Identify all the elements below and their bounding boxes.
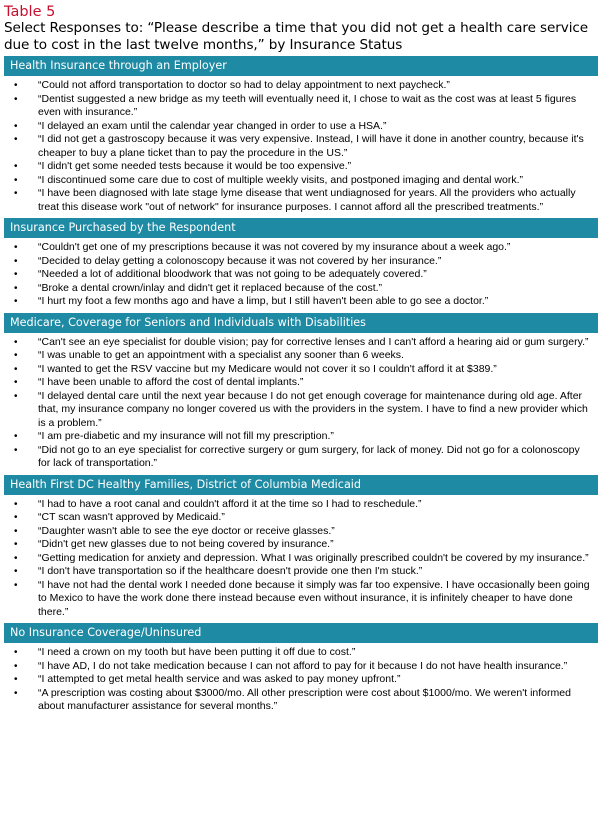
- bullet-icon: •: [14, 282, 18, 294]
- bullet-icon: •: [14, 363, 18, 375]
- response-text: “Broke a dental crown/inlay and didn't get it replaced because of the cost.”: [38, 281, 383, 294]
- response-item: [4, 646, 598, 660]
- insurance-section: [4, 55, 598, 217]
- response-item: [4, 579, 598, 620]
- response-text: “Daughter wasn't able to see the eye doctor or receive glasses.”: [38, 524, 335, 537]
- response-item: [4, 133, 598, 160]
- response-item: [4, 390, 598, 431]
- response-text: “Needed a lot of additional bloodwork that was not going to be adequately covered.”: [38, 268, 427, 280]
- response-item: [4, 174, 598, 188]
- insurance-section: [4, 312, 598, 474]
- table-label: Table 5: [4, 4, 56, 20]
- bullet-icon: •: [14, 93, 18, 105]
- response-text: “Didn't get new glasses due to not being covered by insurance.”: [38, 538, 334, 550]
- response-text: “I hurt my foot a few months ago and have a limp, but I still haven't been able to go see a doctor.”: [38, 295, 489, 307]
- response-text: “A prescription was costing about $3000/mo. All other prescription were cost about $1000/mo. We weren't informed about manufacturer assistance for several months.”: [38, 686, 571, 712]
- bullet-icon: •: [14, 647, 18, 658]
- response-item: [4, 552, 598, 566]
- section-header: Medicare, Coverage for Seniors and Individuals with Disabilities: [4, 313, 598, 333]
- document-page: [4, 4, 598, 717]
- section-header: Insurance Purchased by the Respondent: [4, 218, 598, 238]
- response-item: [4, 444, 598, 471]
- response-table: [4, 55, 598, 717]
- table-title: Select Responses to: “Please describe a time that you did not get a health care service due to cost in the last twelve months,” by Insurance Status: [4, 20, 589, 53]
- response-text: “Did not go to an eye specialist for corrective surgery or gum surgery, for lack of money. Did not go for a colonoscopy for lack of transportation.”: [38, 443, 580, 469]
- response-text: “I don't have transportation so if the healthcare doesn't provide one then I'm stuck.”: [38, 565, 423, 577]
- response-item: [4, 376, 598, 390]
- section-header: Health Insurance through an Employer: [4, 56, 598, 76]
- response-text: “I attempted to get metal health service and was asked to pay money upfront.”: [38, 673, 401, 685]
- response-item: [4, 565, 598, 579]
- response-item: [4, 660, 598, 674]
- bullet-icon: •: [14, 525, 18, 537]
- response-text: “Dentist suggested a new bridge as my teeth will eventually need it, I chose to wait as the cost was at least 5 figures even with insurance.”: [38, 92, 577, 118]
- response-text: “I have AD, I do not take medication because I can not afford to pay for it because I do not have health insurance.”: [38, 659, 568, 672]
- response-item: [4, 93, 598, 120]
- bullet-icon: •: [14, 377, 18, 388]
- response-item: [4, 538, 598, 552]
- bullet-icon: •: [14, 350, 18, 361]
- bullet-icon: •: [14, 552, 18, 564]
- bullet-icon: •: [14, 674, 18, 685]
- bullet-icon: •: [14, 255, 18, 267]
- bullet-icon: •: [14, 269, 18, 280]
- response-text: “I have not had the dental work I needed done because it simply was far too expensive. I have occasionally been going to Mexico to have the work done there instead because even without insurance, it is infinitely cheaper to have done there.”: [38, 578, 590, 618]
- bullet-icon: •: [14, 660, 18, 672]
- bullet-icon: •: [14, 80, 18, 91]
- response-list: [4, 643, 598, 717]
- response-item: [4, 511, 598, 525]
- response-text: “I was unable to get an appointment with a specialist any sooner than 6 weeks.: [38, 349, 404, 361]
- response-text: “I delayed dental care until the next year because I do not get enough coverage for maintenance during old age. After that, my insurance company no longer covered us with the providers in the system. I have to find a new provider which is a problem.”: [38, 389, 588, 429]
- response-text: “I am pre-diabetic and my insurance will not fill my prescription.”: [38, 430, 334, 442]
- response-text: “I discontinued some care due to cost of multiple weekly visits, and postponed imaging and dental work.”: [38, 173, 524, 186]
- bullet-icon: •: [14, 444, 18, 456]
- response-item: [4, 687, 598, 714]
- section-header: No Insurance Coverage/Uninsured: [4, 623, 598, 643]
- response-text: “Getting medication for anxiety and depression. What I was originally prescribed couldn't be covered by my insurance.”: [38, 551, 589, 564]
- bullet-icon: •: [14, 134, 18, 145]
- response-item: [4, 79, 598, 93]
- response-text: “CT scan wasn't approved by Medicaid.”: [38, 511, 225, 523]
- bullet-icon: •: [14, 579, 18, 591]
- response-item: [4, 336, 598, 350]
- response-list: [4, 333, 598, 474]
- bullet-icon: •: [14, 512, 18, 523]
- bullet-icon: •: [14, 336, 18, 348]
- response-list: [4, 76, 598, 217]
- response-text: “I have been diagnosed with late stage lyme disease that went undiagnosed for years. All the providers who actually treat this disease work "out of network" for insurance purposes. I cannot afford all the prescribed treatments.”: [38, 187, 576, 213]
- response-text: “I had to have a root canal and couldn't afford it at the time so I had to reschedule.”: [38, 497, 422, 510]
- response-item: [4, 673, 598, 687]
- response-item: [4, 349, 598, 363]
- response-text: “I need a crown on my tooth but have been putting it off due to cost.”: [38, 646, 356, 658]
- insurance-section: [4, 622, 598, 717]
- response-text: “I delayed an exam until the calendar year changed in order to use a HSA.”: [38, 119, 387, 132]
- response-item: [4, 160, 598, 174]
- insurance-section: [4, 217, 598, 312]
- response-item: [4, 241, 598, 255]
- response-text: “I didn't get some needed tests because it would be too expensive.”: [38, 160, 352, 172]
- bullet-icon: •: [14, 174, 18, 186]
- response-item: [4, 430, 598, 444]
- response-text: “Couldn't get one of my prescriptions because it was not covered by my insurance about a week ago.”: [38, 241, 511, 253]
- bullet-icon: •: [14, 120, 18, 132]
- response-text: “I wanted to get the RSV vaccine but my Medicare would not cover it so I couldn't afford it at $389.”: [38, 362, 497, 375]
- response-list: [4, 238, 598, 312]
- bullet-icon: •: [14, 498, 18, 510]
- bullet-icon: •: [14, 161, 18, 172]
- response-item: [4, 363, 598, 377]
- response-text: “I have been unable to afford the cost of dental implants.”: [38, 376, 304, 388]
- response-item: [4, 255, 598, 269]
- response-list: [4, 495, 598, 623]
- section-header: Health First DC Healthy Families, District of Columbia Medicaid: [4, 475, 598, 495]
- bullet-icon: •: [14, 431, 18, 442]
- response-item: [4, 295, 598, 309]
- response-item: [4, 525, 598, 539]
- insurance-section: [4, 474, 598, 623]
- bullet-icon: •: [14, 242, 18, 253]
- bullet-icon: •: [14, 390, 18, 402]
- response-item: [4, 498, 598, 512]
- response-item: [4, 120, 598, 134]
- bullet-icon: •: [14, 296, 18, 307]
- response-text: “Could not afford transportation to doctor so had to delay appointment to next paycheck.”: [38, 79, 450, 91]
- response-text: “Decided to delay getting a colonoscopy because it was not covered by her insurance.”: [38, 254, 442, 267]
- response-item: [4, 282, 598, 296]
- bullet-icon: •: [14, 687, 18, 699]
- response-item: [4, 187, 598, 214]
- response-item: [4, 268, 598, 282]
- response-text: “Can't see an eye specialist for double vision; pay for corrective lenses and I can't afford a hearing aid or gum surgery.”: [38, 335, 589, 348]
- response-text: “I did not get a gastroscopy because it was very expensive. Instead, I will have it done in another country, because it's cheaper to buy a plane ticket than to pay the procedure in the US.”: [38, 133, 584, 159]
- bullet-icon: •: [14, 188, 18, 199]
- bullet-icon: •: [14, 566, 18, 577]
- bullet-icon: •: [14, 539, 18, 550]
